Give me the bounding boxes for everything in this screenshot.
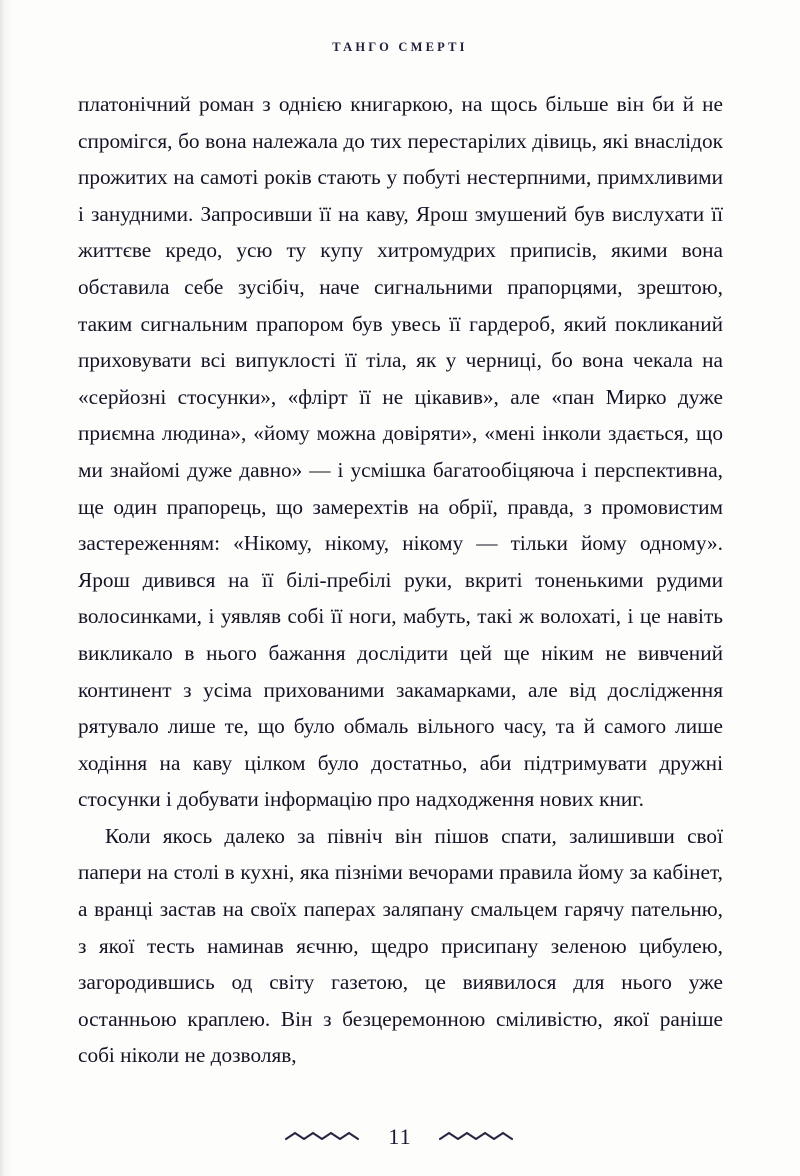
body-text-block: [78, 86, 723, 1074]
wavy-rule-left-icon: [284, 1129, 362, 1145]
scan-gutter-shadow: [0, 0, 12, 1176]
wavy-rule-right-icon: [438, 1129, 516, 1145]
page-footer: [0, 1126, 800, 1148]
paragraph-new: Коли якось далеко за північ він пішов спати, залишивши свої папери на столі в кухні, яка пізніми вечорами правила йому за кабінет, а вранці застав на своїх паперах заляпану смальцем гарячу пательню, з якої тесть наминав яєчню, щедро присипану зеленою цибулею, загородившись од світу газетою, це виявилося для нього уже останньою краплею. Він з безцеремонною сміливістю, якої раніше собі ніколи не дозволяв,: [78, 823, 723, 1068]
page-number: 11: [388, 1124, 412, 1149]
paragraph-continued: платонічний роман з однією книгаркою, на щось більше він би й не спромігся, бо вона належала до тих перестарілих дівиць, які внаслідок прожитих на самоті років стають у побуті нестерпними, примхливими і занудними. Запросивши її на каву, Ярош змушений був вислухати її життєве кредо, усю ту купу хитромудрих приписів, якими вона обставила себе зусібіч, наче сигнальними прапорцями, зрештою, таким сигнальним прапором був увесь її гардероб, який покликаний приховувати всі випуклості її тіла, як у черниці, бо вона чекала на «серйозні стосунки», «флірт її не цікавив», але «пан Мирко дуже приємна людина», «йому можна довіряти», «мені інколи здається, що ми знайомі дуже давно» — і усмішка багатообіцяюча і перспективна, ще один прапорець, що замерехтів на обрії, правда, з промовистим застереженням: «Нікому, нікому, нікому — тільки йому одному». Ярош дивився на її білі-пребілі руки, вкриті тоненькими рудими волосинками, і уявляв собі її ноги, мабуть, такі ж волохаті, і це навіть викликало в нього бажання дослідити цей ще ніким не вивчений континент з усіма прихованими закамарками, але від дослідження рятувало лише те, що було обмаль вільного часу, та й самого лише ходіння на каву цілком було достатньо, аби підтримувати дружні стосунки і добувати інформацію про надходження нових книг.: [78, 92, 723, 812]
running-head-title: ТАНГО СМЕРТІ: [332, 40, 468, 54]
